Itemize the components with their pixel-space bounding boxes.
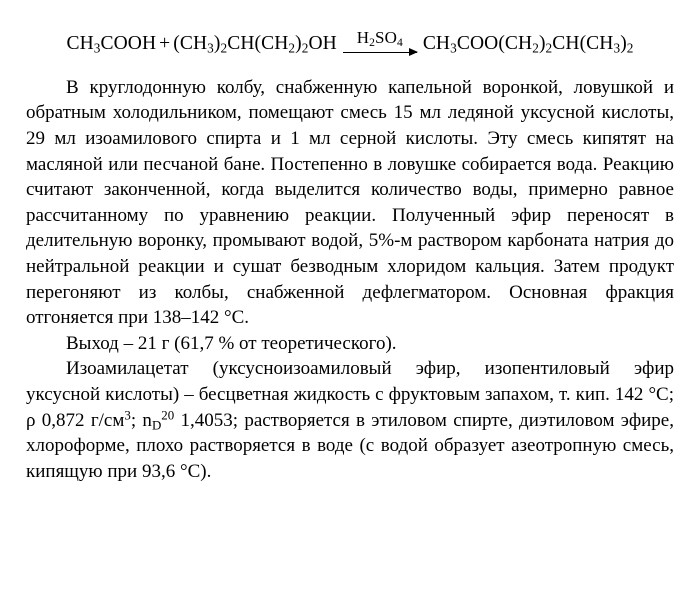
reaction-scheme (26, 30, 674, 59)
catalyst-label: $H_2SO_4$ (356, 28, 403, 50)
properties-text-before-density: Изоамилацетат (уксусноизоамиловый эфир, изопентиловый эфир уксусной кислоты) – бесцветная жидкость с фруктовым запахом, т. кип. 142 °С; ρ 0,872 г/см (26, 358, 674, 431)
reactant-2-formula: $(CH_3)_2CH(CH_2)_2OH$ (173, 33, 337, 57)
refractive-index-superscript: 20 (161, 406, 175, 422)
paragraph-yield: Выход – 21 г (61,7 % от теоретического). (66, 332, 397, 354)
refractive-index-subscript: D (151, 417, 162, 433)
product-formula: $CH_3COO(CH_2)_2CH(CH_3)_2$ (422, 33, 634, 57)
paragraph-procedure: В круглодонную колбу, снабженную капельной воронкой, ловушкой и обратным холодильником, помещают смесь 15 мл ледяной уксусной кислоты, 29 мл изоамилового спирта и 1 мл серной кислоты. Эту смесь кипятят на масляной или песчаной бане. Постепенно в ловушке собирается вода. Реакцию считают законченной, когда выделится количество воды, примерно равное рассчитанному по уравнению реакции. Полученный эфир переносят в делительную воронку, промывают водой, 5%-м раствором карбоната натрия до нейтральной реакции и сушат безводным хлоридом кальция. Затем продукт перегоняют из колбы, снабженной дефлегматором. Основная фракция отгоняется при 138–142 °С. (26, 76, 674, 329)
reactant-1-formula: $CH_3COOH$ (66, 33, 157, 57)
properties-text-after-n: 1,4053; растворяется в этиловом спирте, диэтиловом эфире, хлороформе, плохо растворяется в воде (с водой образует азеотропную смесь, кипящую при 93,6 °С). (26, 409, 674, 482)
body-text (26, 75, 674, 485)
properties-text-middle: ; n (130, 409, 152, 431)
density-exponent: 3 (124, 406, 131, 422)
paragraph-properties (26, 356, 674, 484)
arrow-icon (343, 48, 417, 58)
plus-sign: + (159, 33, 171, 55)
reaction-arrow-group (343, 29, 417, 58)
